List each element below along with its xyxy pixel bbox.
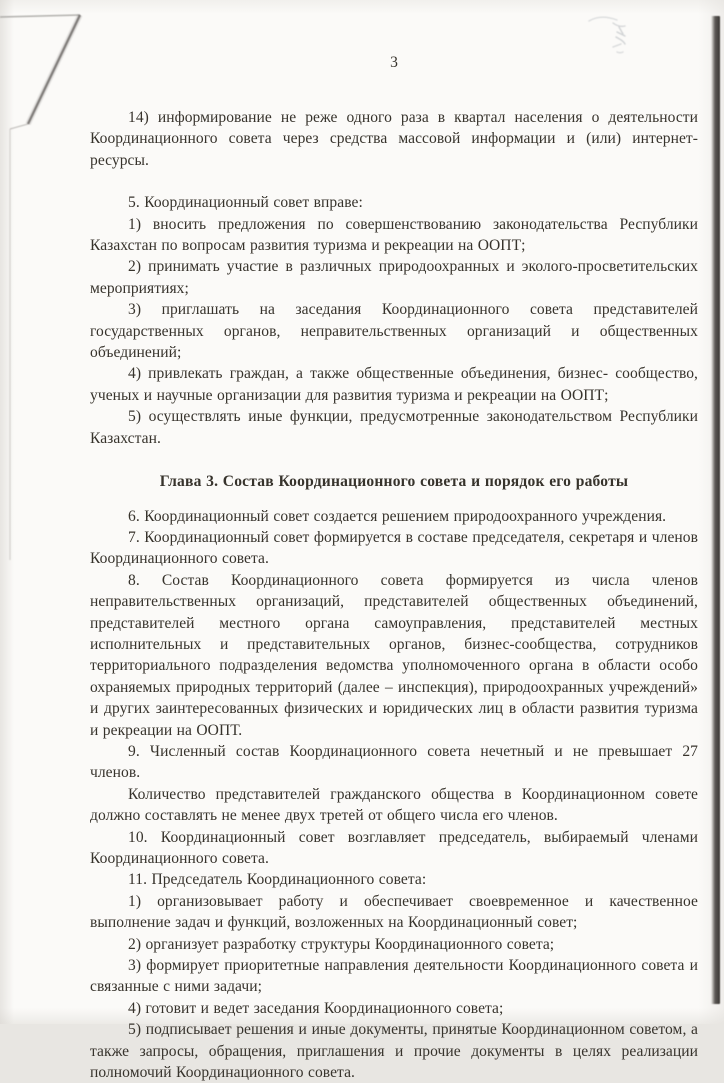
scanner-edge-shadow xyxy=(711,16,720,1004)
paragraph: 3) приглашать на заседания Координационного совета представителей государственных органов, неправительственных организаций и общественных объединений; xyxy=(90,301,698,362)
paragraph: 2) организует разработку структуры Координационного совета; xyxy=(128,935,555,953)
paragraph: 4) привлекать граждан, а также общественные объединения, бизнес- сообщество, ученых и научные организации для развития туризма и рекреации на ООПТ; xyxy=(90,365,698,404)
paragraph: 8. Состав Координационного совета формируется из числа членов неправительственных организаций, представителей общественных объединений, представителей местного органа самоуправления, представителей местных исполнительных и представительных органов, бизнес-сообщества, сотрудников территориального подразделения ведомства уполномоченного органа в области особо охраняемых природных территорий (далее – инспекция), природоохранных учреждений» и других заинтересованных физических и юридических лиц в области развития туризма и рекреации на ООПТ. xyxy=(90,571,698,739)
paragraph: 5. Координационный совет вправе: xyxy=(128,194,363,212)
paragraph: 7. Координационный совет формируется в составе председателя, секретаря и членов Координационного совета. xyxy=(90,528,698,568)
paragraph: 1) организовывает работу и обеспечивает своевременное и качественное выполнение задач и функций, возложенных на Координационный совет; xyxy=(90,892,698,932)
paragraph: 11. Председатель Координационного совета: xyxy=(128,871,427,889)
paragraph: 2) принимать участие в различных природоохранных и эколого-просветительских мероприятиях; xyxy=(90,258,698,297)
paragraph: 1) вносить предложения по совершенствованию законодательства Республики Казахстан по вопросам развития туризма и рекреации на ООПТ; xyxy=(90,215,698,255)
paragraph: Количество представителей гражданского общества в Координационном совете должно составлять не менее двух третей от общего числа его членов. xyxy=(90,785,698,825)
paragraph: 4) готовит и ведет заседания Координационного совета; xyxy=(128,999,504,1017)
document-body xyxy=(90,107,698,1083)
chapter-heading: Глава 3. Состав Координационного совета и порядок его работы xyxy=(159,473,629,491)
paragraph: 10. Координационный совет возглавляет председатель, выбираемый членами Координационного совета. xyxy=(90,828,698,867)
paragraph: 3) формирует приоритетные направления деятельности Координационного совета и связанные с ними задачи; xyxy=(90,957,698,996)
paragraph: 14) информирование не реже одного раза в квартал населения о деятельности Координационного совета через средства массовой информации и (или) интернет-ресурсы. xyxy=(90,109,698,169)
page-number: 3 xyxy=(390,54,398,71)
paragraph: 9. Численный состав Координационного совета нечетный и не превышает 27 членов. xyxy=(90,742,698,782)
paragraph: 5) подписывает решения и иные документы, принятые Координационном советом, а также запросы, обращения, приглашения и прочие документы в целях реализации полномочий Координационного совета. xyxy=(90,1021,698,1082)
paragraph: 5) осуществлять иные функции, предусмотренные законодательством Республики Казахстан. xyxy=(90,408,698,447)
paragraph: 6. Координационный совет создается решением природоохранного учреждения. xyxy=(128,507,667,525)
